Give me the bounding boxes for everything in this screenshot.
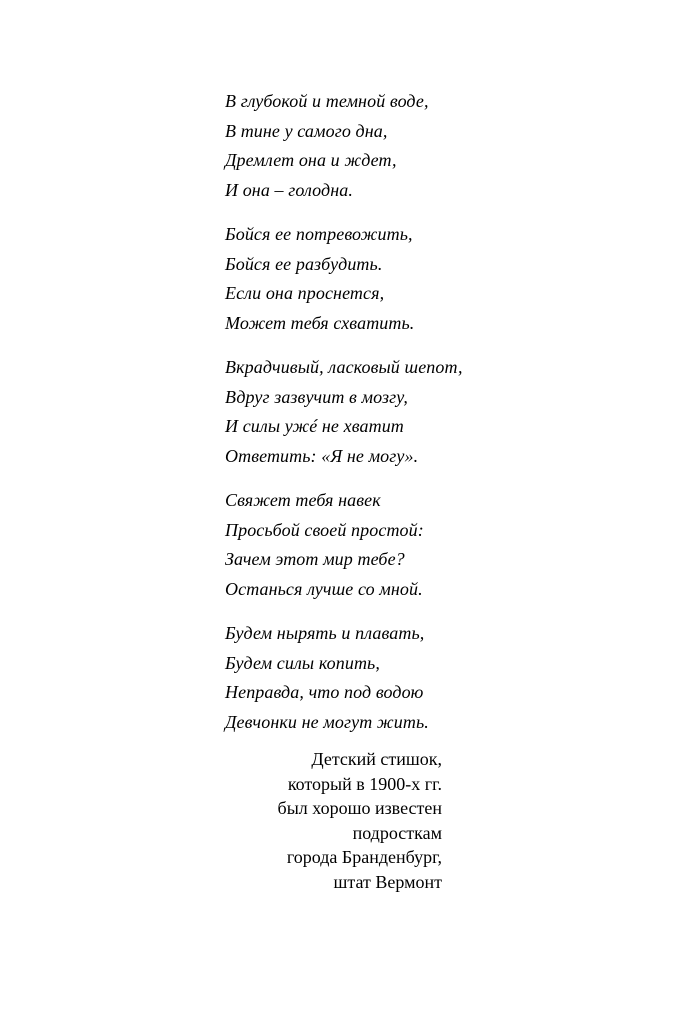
poem-line: Бойся ее потревожить,	[225, 224, 413, 244]
poem-line: Девчонки не могут жить.	[225, 711, 429, 732]
attribution-line: города Бранденбург,	[286, 847, 442, 868]
attribution-line: который в 1900-х гг.	[287, 773, 442, 794]
attribution-note	[210, 747, 442, 895]
poem-line: Ответить: «Я не могу».	[225, 445, 419, 466]
poem-line: Свяжет тебя навек	[225, 490, 381, 510]
poem-line: Будем силы копить,	[225, 652, 380, 673]
poem-line: Будем нырять и плавать,	[225, 623, 425, 643]
poem-line: И силы ужé не хватит	[225, 416, 404, 436]
stanza-2	[225, 220, 525, 338]
stanza-4	[225, 486, 525, 604]
poem-line: Если она проснется,	[225, 283, 385, 303]
poem-line: В тине у самого дна,	[225, 120, 388, 141]
stanza-1	[225, 87, 525, 205]
poem-line: Вкрадчивый, ласковый шепот,	[225, 357, 463, 377]
stanza-5	[225, 619, 525, 737]
poem	[225, 87, 525, 752]
attribution-line: штат Вермонт	[333, 871, 442, 892]
poem-line: Бойся ее разбудить.	[225, 253, 383, 274]
poem-line: Дремлет она и ждет,	[225, 150, 397, 170]
attribution-line: подросткам	[352, 822, 442, 843]
poem-line: Может тебя схватить.	[225, 312, 415, 333]
poem-line: И она – голодна.	[225, 179, 353, 200]
stanza-3	[225, 353, 525, 471]
poem-line: Останься лучше со мной.	[225, 578, 423, 599]
poem-line: Неправда, что под водою	[225, 682, 424, 702]
poem-line: В глубокой и темной воде,	[225, 91, 429, 111]
poem-line: Просьбой своей простой:	[225, 519, 424, 540]
poem-line: Зачем этот мир тебе?	[225, 549, 405, 569]
attribution-line: был хорошо известен	[277, 798, 442, 819]
attribution-line: Детский стишок,	[311, 749, 442, 769]
poem-line: Вдруг зазвучит в мозгу,	[225, 386, 409, 407]
